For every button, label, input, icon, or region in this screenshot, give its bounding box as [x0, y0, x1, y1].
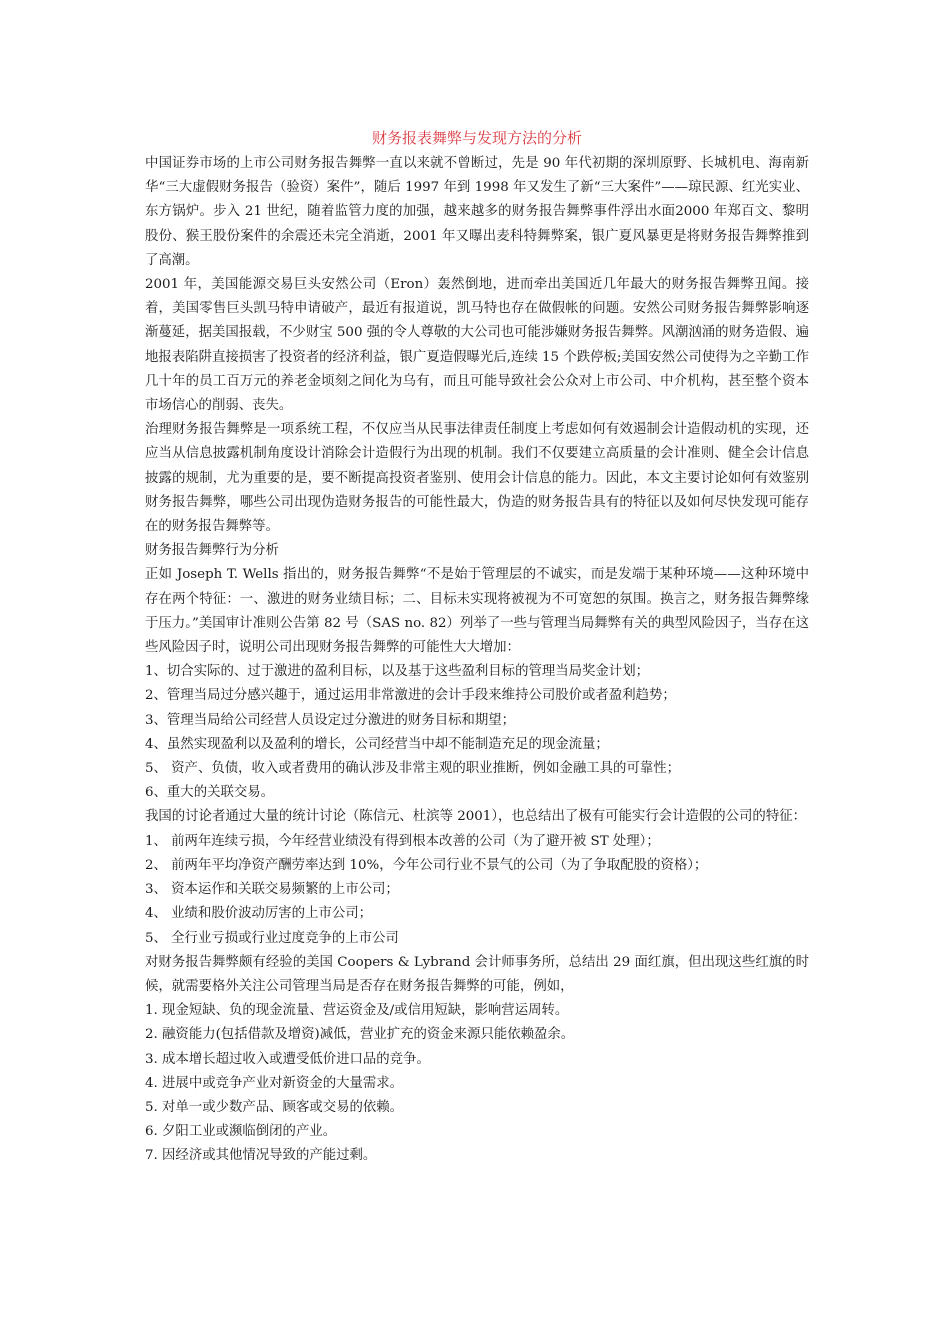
paragraph: 对财务报告舞弊颇有经验的美国 Coopers & Lybrand 会计师事务所，总结出 29 面红旗，但出现这些红旗的时候，就需要格外关注公司管理当局是否存在财务报告舞弊的可能，例如， [145, 954, 809, 994]
list-item: 6. 夕阳工业或濒临倒闭的产业。 [145, 1124, 337, 1140]
list-item: 4、 业绩和股价波动厉害的上市公司； [145, 906, 373, 922]
list-item: 3、 资本运作和关联交易频繁的上市公司； [145, 882, 399, 898]
paragraph: 治理财务报告舞弊是一项系统工程，不仅应当从民事法律责任制度上考虑如何有效遏制会计造假动机的实现，还应当从信息披露机制角度设计消除会计造假行为出现的机制。我们不仅要建立高质量的会计准则、健全会计信息披露的规制，尤为重要的是，要不断提高投资者鉴别、使用会计信息的能力。因此，本文主要讨论如何有效鉴别财务报告舞弊，哪些公司出现伪造财务报告的可能性最大，伪造的财务报告具有的特征以及如何尽快发现可能存在的财务报告舞弊等。 [145, 422, 809, 535]
list-item: 4、虽然实现盈利以及盈利的增长，公司经营当中却不能制造充足的现金流量； [145, 736, 609, 752]
document-body [145, 126, 809, 1169]
list-item: 5. 对单一或少数产品、顾客或交易的依赖。 [145, 1099, 404, 1115]
paragraph: 2001 年，美国能源交易巨头安然公司（Eron）轰然倒地，进而牵出美国近几年最大的财务报告舞弊丑闻。接着，美国零售巨头凯马特申请破产，最近有报道说，凯马特也存在做假帐的问题。安然公司财务报告舞弊影响逐渐蔓延，据美国报载，不少财宝 500 强的令人尊敬的大公司也可能涉嫌财务报告舞弊。风潮汹涌的财务造假、遍地报表陷阱直接损害了投资者的经济利益，银广夏造假曝光后,连续 15 个跌停板;美国安然公司使得为之辛勤工作几十年的员工百万元的养老金顷刻之间化为乌有，而且可能导致社会公众对上市公司、中介机构，甚至整个资本市场信心的削弱、丧失。 [145, 277, 809, 414]
document-title: 财务报表舞弊与发现方法的分析 [371, 129, 582, 147]
list-item: 7. 因经济或其他情况导致的产能过剩。 [145, 1148, 377, 1164]
list-item: 1. 现金短缺、负的现金流量、营运资金及/或信用短缺，影响营运周转。 [145, 1003, 569, 1019]
section-heading: 财务报告舞弊行为分析 [145, 543, 279, 559]
list-item: 6、重大的关联交易。 [145, 785, 275, 801]
paragraph: 正如 Joseph T. Wells 指出的，财务报告舞弊“不是始于管理层的不诚实，而是发端于某种环境——这种环境中存在两个特征：一、激进的财务业绩目标；二、目标未实现将被视为不可宽恕的氛围。换言之，财务报告舞弊缘于压力。”美国审计准则公告第 82 号（SAS no. 82）列举了一些与管理当局舞弊有关的典型风险因子，当存在这些风险因子时，说明公司出现财务报告舞弊的可能性大大增加： [145, 567, 809, 656]
list-item: 4. 进展中或竞争产业对新资金的大量需求。 [145, 1075, 404, 1091]
list-item: 2、 前两年平均净资产酬劳率达到 10%，今年公司行业不景气的公司（为了争取配股的资格）； [145, 857, 708, 873]
paragraph: 我国的讨论者通过大量的统计讨论（陈信元、杜滨等 2001），也总结出了极有可能实行会计造假的公司的特征： [145, 809, 806, 825]
list-item: 2. 融资能力(包括借款及增资)减低，营业扩充的资金来源只能依赖盈余。 [145, 1027, 575, 1043]
list-item: 1、 前两年连续亏损，今年经营业绩没有得到根本改善的公司（为了避开被 ST 处理）； [145, 833, 660, 849]
list-item: 5、 资产、负债，收入或者费用的确认涉及非常主观的职业推断，例如金融工具的可靠性； [145, 761, 681, 777]
list-item: 3、管理当局给公司经营人员设定过分激进的财务目标和期望； [145, 712, 516, 728]
paragraph: 中国证券市场的上市公司财务报告舞弊一直以来就不曾断过，先是 90 年代初期的深圳原野、长城机电、海南新华“三大虚假财务报告（验资）案件”，随后 1997 年到 1998 年又发生了新“三大案件”——琼民源、红光实业、东方锅炉。步入 21 世纪，随着监管力度的加强，越来越多的财务报告舞弊事件浮出水面2000 年郑百文、黎明股份、猴王股份案件的余震还未完全消逝，2001 年又曝出麦科特舞弊案，银广夏风暴更是将财务报告舞弊推到了高潮。 [145, 156, 809, 268]
list-item: 1、切合实际的、过于激进的盈利目标，以及基于这些盈利目标的管理当局奖金计划； [145, 664, 649, 680]
list-item: 2、管理当局过分感兴趣于，通过运用非常激进的会计手段来维持公司股价或者盈利趋势； [145, 688, 676, 704]
list-item: 3. 成本增长超过收入或遭受低价进口品的竞争。 [145, 1051, 430, 1067]
list-item: 5、 全行业亏损或行业过度竞争的上市公司 [145, 930, 399, 946]
